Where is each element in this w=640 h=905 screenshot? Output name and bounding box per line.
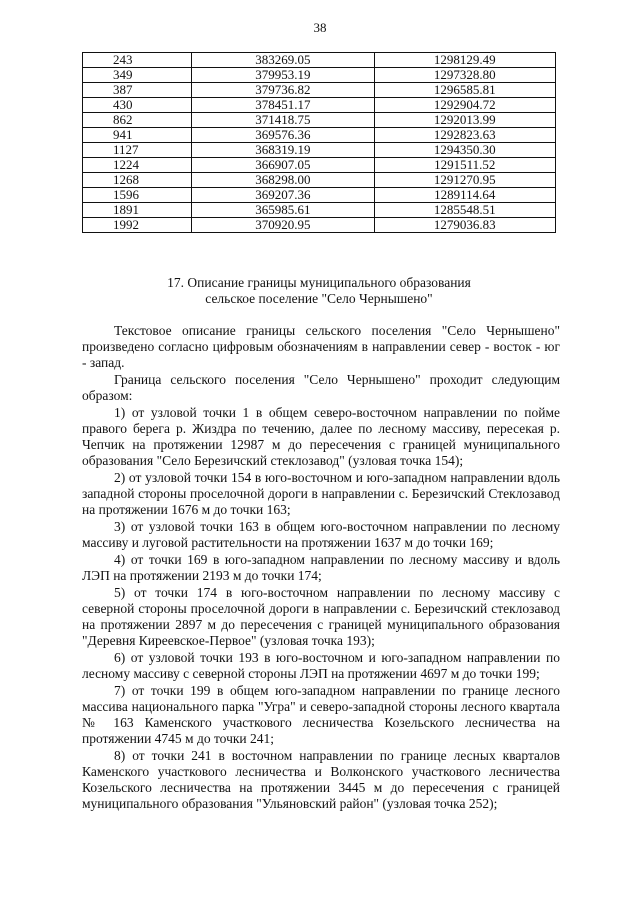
paragraph: 7) от точки 199 в общем юго-западном направлении по границе лесного массива национального парка "Угра" и северо-западной стороны лесного квартала № 163 Каменского участкового лесничества Козельского лесничества на протяжении 4745 м до точки 241;: [82, 683, 560, 746]
point-number-cell: 1127: [83, 143, 192, 158]
table-row: [83, 158, 556, 173]
table-row: [83, 203, 556, 218]
table-row: [83, 83, 556, 98]
y-coordinate-cell: 1297328.80: [374, 68, 555, 83]
point-number-cell: 1268: [83, 173, 192, 188]
y-coordinate-cell: 1285548.51: [374, 203, 555, 218]
paragraph: 6) от узловой точки 193 в юго-восточном и юго-западном направлении по лесному массиву с северной стороны ЛЭП на протяжении 4697 м до точки 199;: [82, 650, 560, 681]
y-coordinate-cell: 1292013.99: [374, 113, 555, 128]
paragraph: Текстовое описание границы сельского поселения "Село Чернышено" произведено согласно цифровым обозначениям в направлении север - восток - юг - запад.: [82, 323, 560, 370]
x-coordinate-cell: 370920.95: [192, 218, 374, 233]
y-coordinate-cell: 1279036.83: [374, 218, 555, 233]
paragraph: 4) от точки 169 в юго-западном направлении по лесному массиву и вдоль ЛЭП на протяжении 2193 м до точки 174;: [82, 552, 560, 583]
y-coordinate-cell: 1291511.52: [374, 158, 555, 173]
y-coordinate-cell: 1298129.49: [374, 53, 555, 68]
x-coordinate-cell: 369576.36: [192, 128, 374, 143]
paragraph: 2) от узловой точки 154 в юго-восточном и юго-западном направлении вдоль западной стороны проселочной дороги в направлении с. Березичский Стеклозавод на протяжении 1676 м до точки 163;: [82, 470, 560, 517]
point-number-cell: 243: [83, 53, 192, 68]
x-coordinate-cell: 365985.61: [192, 203, 374, 218]
table-row: [83, 218, 556, 233]
section-heading: [82, 275, 556, 307]
y-coordinate-cell: 1294350.30: [374, 143, 555, 158]
point-number-cell: 1891: [83, 203, 192, 218]
x-coordinate-cell: 379953.19: [192, 68, 374, 83]
x-coordinate-cell: 369207.36: [192, 188, 374, 203]
boundary-description: [82, 323, 560, 813]
x-coordinate-cell: 378451.17: [192, 98, 374, 113]
paragraph: 3) от узловой точки 163 в общем юго-восточном направлении по лесному массиву и луговой растительности на протяжении 1637 м до точки 169;: [82, 519, 560, 550]
table-row: [83, 128, 556, 143]
point-number-cell: 349: [83, 68, 192, 83]
x-coordinate-cell: 371418.75: [192, 113, 374, 128]
table-row: [83, 113, 556, 128]
section-heading-line-2: сельское поселение "Село Чернышено": [205, 291, 433, 306]
y-coordinate-cell: 1292904.72: [374, 98, 555, 113]
table-row: [83, 98, 556, 113]
point-number-cell: 387: [83, 83, 192, 98]
paragraph: 8) от точки 241 в восточном направлении по границе лесных кварталов Каменского участкового лесничества и Волконского участкового лесничества Козельского лесничества на протяжении 3445 м до пересечения с границей муниципального образования "Ульяновский район" (узловая точка 252);: [82, 748, 560, 811]
section-heading-line-1: 17. Описание границы муниципального образования: [167, 275, 471, 290]
coordinates-table: [82, 52, 556, 233]
table-row: [83, 173, 556, 188]
point-number-cell: 430: [83, 98, 192, 113]
table-row: [83, 53, 556, 68]
page-number: 38: [313, 20, 327, 35]
point-number-cell: 1992: [83, 218, 192, 233]
x-coordinate-cell: 379736.82: [192, 83, 374, 98]
y-coordinate-cell: 1292823.63: [374, 128, 555, 143]
point-number-cell: 1224: [83, 158, 192, 173]
paragraph: 1) от узловой точки 1 в общем северо-восточном направлении по пойме правого берега р. Жиздра по течению, далее по лесному массиву, пересекая р. Чепчик на протяжении 12987 м до пересечения с границей муниципального образования "Село Березичский стеклозавод" (узловая точка 154);: [82, 405, 560, 468]
paragraph: Граница сельского поселения "Село Чернышено" проходит следующим образом:: [82, 372, 560, 403]
x-coordinate-cell: 368298.00: [192, 173, 374, 188]
table-row: [83, 188, 556, 203]
y-coordinate-cell: 1291270.95: [374, 173, 555, 188]
table-row: [83, 68, 556, 83]
table-row: [83, 143, 556, 158]
point-number-cell: 941: [83, 128, 192, 143]
paragraph: 5) от точки 174 в юго-восточном направлении по лесному массиву с северной стороны проселочной дороги в направлении с. Березичский стеклозавод на протяжении 2897 м до пересечения с границей муниципального образования "Деревня Киреевское-Первое" (узловая точка 193);: [82, 585, 560, 648]
x-coordinate-cell: 368319.19: [192, 143, 374, 158]
y-coordinate-cell: 1289114.64: [374, 188, 555, 203]
x-coordinate-cell: 366907.05: [192, 158, 374, 173]
point-number-cell: 862: [83, 113, 192, 128]
y-coordinate-cell: 1296585.81: [374, 83, 555, 98]
point-number-cell: 1596: [83, 188, 192, 203]
x-coordinate-cell: 383269.05: [192, 53, 374, 68]
